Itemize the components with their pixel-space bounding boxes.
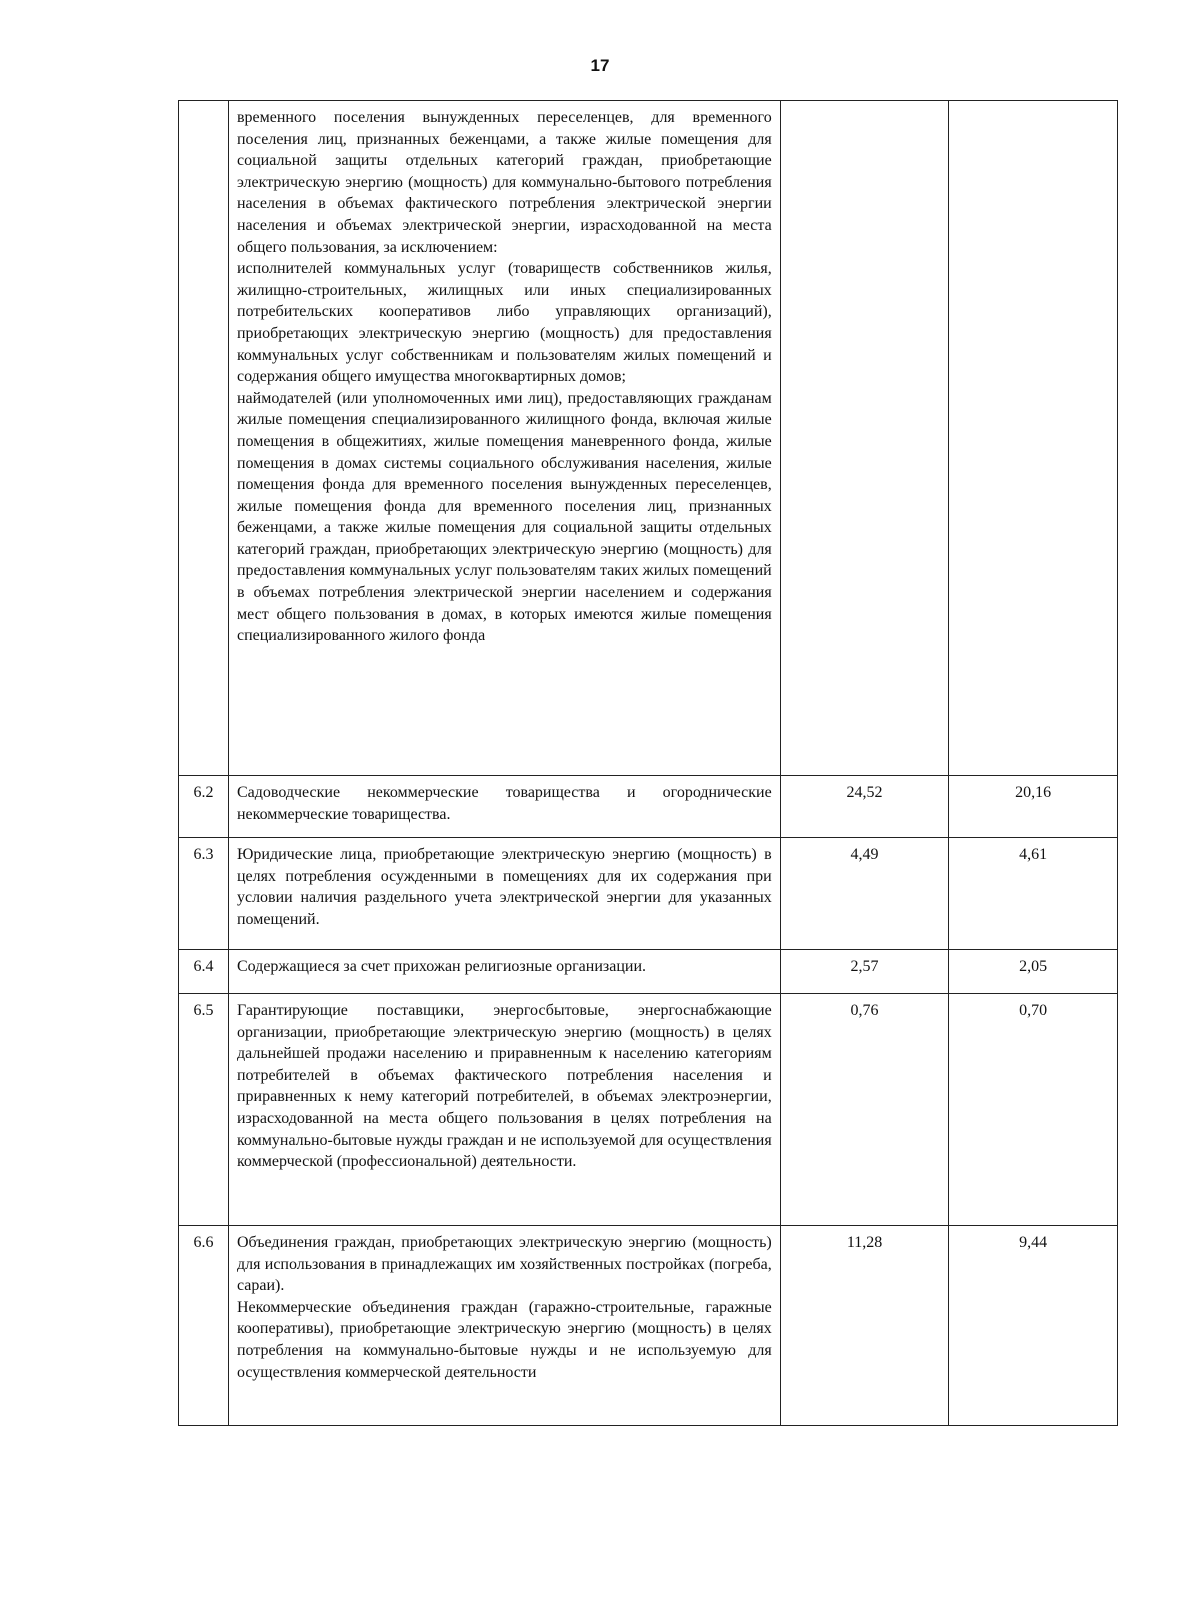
description-paragraph: временного поселения вынужденных переселенцев, для временного поселения лиц, признанных беженцами, а также жилые помещения для социальной защиты отдельных категорий граждан, приобретающие электрическую энергию (мощность) для коммунально-бытового потребления населения в объемах фактического потребления электрической энергии населения и объемах электрической энергии, израсходованной на места общего пользования, за исключением: <box>236 109 772 256</box>
row-number-cell: 6.6 <box>179 1226 229 1426</box>
row-description-cell <box>228 950 780 994</box>
row-description-cell <box>228 101 780 776</box>
value-cell-1: 4,49 <box>780 838 949 950</box>
value-cell-2: 0,70 <box>949 994 1118 1226</box>
row-description-cell <box>228 838 780 950</box>
value-cell-1: 2,57 <box>780 950 949 994</box>
row-description-cell <box>228 994 780 1226</box>
description-paragraph: исполнителей коммунальных услуг (товариществ собственников жилья, жилищно-строительных, жилищных или иных специализированных потребительских кооперативов либо управляющих организаций), приобретающих электрическую энергию (мощность) для предоставления коммунальных услуг собственникам и пользователям жилых помещений и содержания общего имущества многоквартирных домов; <box>236 260 772 386</box>
row-description-cell <box>228 1226 780 1426</box>
table-row <box>179 1226 1118 1426</box>
table-row <box>179 838 1118 950</box>
row-number-cell: 6.4 <box>179 950 229 994</box>
value-cell-1: 24,52 <box>780 776 949 838</box>
value-cell-2 <box>949 101 1118 776</box>
value-cell-2: 4,61 <box>949 838 1118 950</box>
description-paragraph: Юридические лица, приобретающие электрическую энергию (мощность) в целях потребления осужденными в помещениях для их содержания при условии наличия раздельного учета электрической энергии для указанных помещений. <box>236 846 772 928</box>
description-paragraph: Объединения граждан, приобретающих электрическую энергию (мощность) для использования в принадлежащих им хозяйственных постройках (погреба, сараи). <box>236 1234 772 1295</box>
description-paragraph: Садоводческие некоммерческие товарищества и огороднические некоммерческие товарищества. <box>236 784 772 823</box>
value-cell-1: 11,28 <box>780 1226 949 1426</box>
description-paragraph: Содержащиеся за счет прихожан религиозные организации. <box>236 958 647 975</box>
table-row <box>179 994 1118 1226</box>
row-number-cell: 6.5 <box>179 994 229 1226</box>
tariff-table <box>178 100 1118 1426</box>
row-number-cell: 6.3 <box>179 838 229 950</box>
page-number: 17 <box>590 56 610 75</box>
table-row <box>179 950 1118 994</box>
value-cell-2: 20,16 <box>949 776 1118 838</box>
table-row <box>179 776 1118 838</box>
description-paragraph: наймодателей (или уполномоченных ими лиц), предоставляющих гражданам жилые помещения специализированного жилищного фонда, включая жилые помещения в общежитиях, жилые помещения маневренного фонда, жилые помещения в домах системы социального обслуживания населения, жилые помещения фонда для временного поселения вынужденных переселенцев, жилые помещения фонда для временного поселения лиц, признанных беженцами, а также жилые помещения для социальной защиты отдельных категорий граждан, приобретающих электрическую энергию (мощность) для предоставления коммунальных услуг пользователям таких жилых помещений в объемах потребления электрической энергии населением и содержания мест общего пользования в домах, в которых имеются жилые помещения специализированного жилого фонда <box>236 389 772 645</box>
table-row <box>179 101 1118 776</box>
value-cell-1 <box>780 101 949 776</box>
row-number-cell: 6.2 <box>179 776 229 838</box>
value-cell-2: 2,05 <box>949 950 1118 994</box>
row-description-cell <box>228 776 780 838</box>
value-cell-2: 9,44 <box>949 1226 1118 1426</box>
description-paragraph: Некоммерческие объединения граждан (гаражно-строительные, гаражные кооперативы), приобретающие электрическую энергию (мощность) в целях потребления на коммунально-бытовые нужды и не используемую для осуществления коммерческой деятельности <box>236 1298 772 1381</box>
description-paragraph: Гарантирующие поставщики, энергосбытовые, энергоснабжающие организации, приобретающие электрическую энергию (мощность) в целях дальнейшей продажи населению и приравненным к населению категориям потребителей в объемах фактического потребления населения и приравненных к нему категорий потребителей, в объемах электроэнергии, израсходованной на места общего пользования в целях потребления на коммунально-бытовые нужды граждан и не используемой для осуществления коммерческой (профессиональной) деятельности. <box>236 1002 772 1171</box>
value-cell-1: 0,76 <box>780 994 949 1226</box>
row-number-cell <box>179 101 229 776</box>
